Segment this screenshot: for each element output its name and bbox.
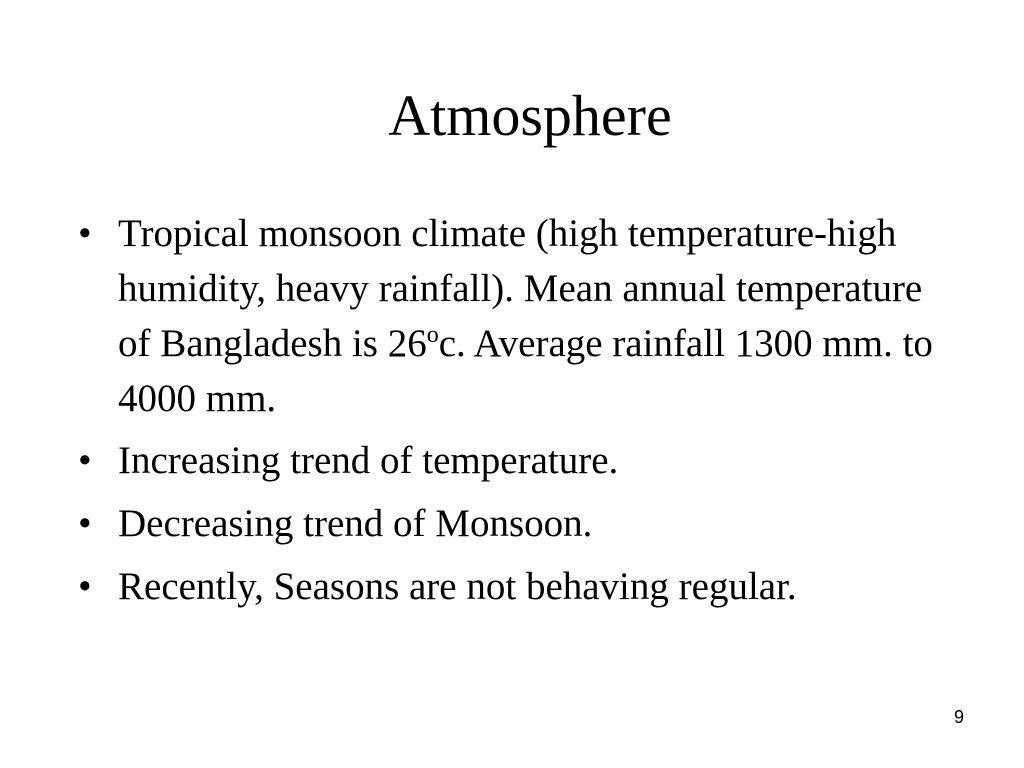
bullet-item-climate xyxy=(78,206,958,426)
bullet-marker: • xyxy=(78,565,92,608)
bullet-text: Decreasing trend of Monsoon. xyxy=(118,502,593,545)
bullet-text: Increasing trend of temperature. xyxy=(118,439,619,482)
superscript-degree: o xyxy=(426,322,439,348)
page-number: 9 xyxy=(953,707,964,727)
bullet-marker: • xyxy=(78,439,92,482)
bullet-item-temperature-trend xyxy=(78,433,958,488)
bullet-list xyxy=(78,206,958,622)
bullet-marker: • xyxy=(78,212,92,255)
bullet-text-part: Tropical monsoon climate (high temperature-high humidity, heavy rainfall). Mean annual temperature of Bangladesh is 26 xyxy=(118,212,923,365)
bullet-item-seasons xyxy=(78,559,958,614)
bullet-item-monsoon-trend xyxy=(78,496,958,551)
slide-title: Atmosphere xyxy=(388,83,672,148)
bullet-text-part: c. Average rainfall 1300 mm. to 4000 mm. xyxy=(118,322,933,420)
bullet-marker: • xyxy=(78,502,92,545)
bullet-text: Recently, Seasons are not behaving regular. xyxy=(118,565,797,608)
